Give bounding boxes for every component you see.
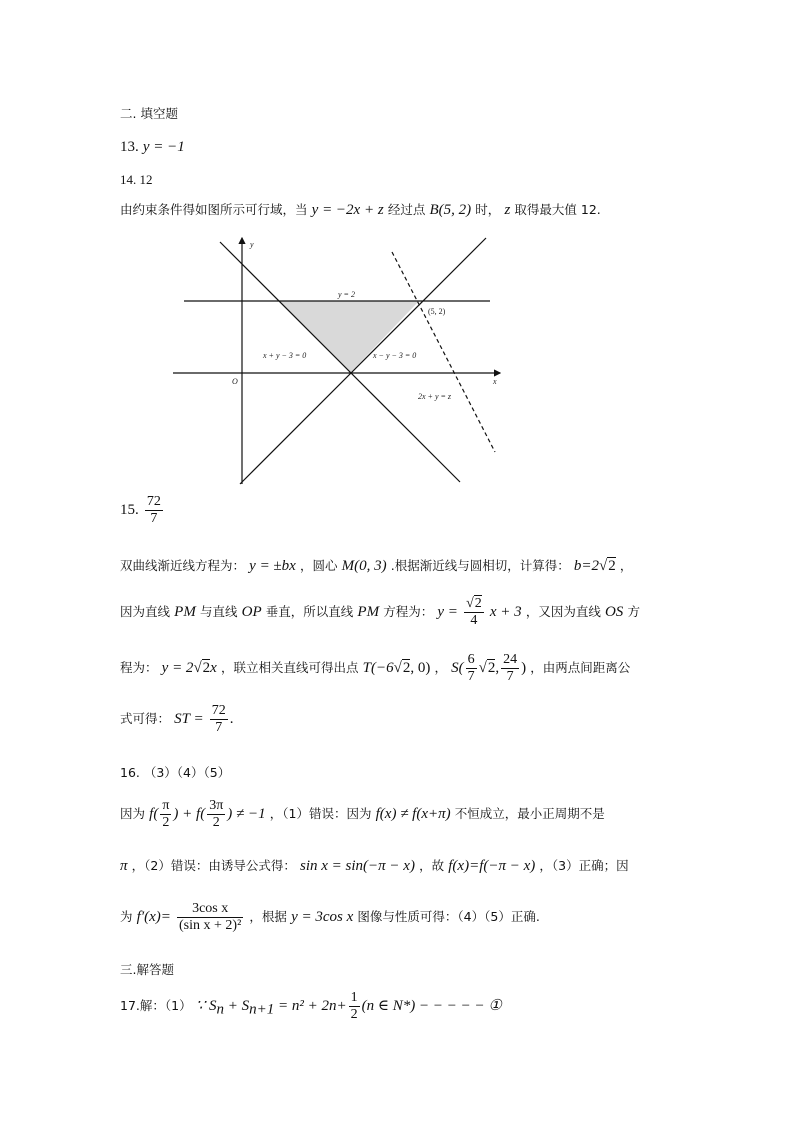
q16-l3-a: 为 (120, 909, 133, 925)
q17-fraction (349, 990, 360, 1023)
q15-l4-end: . (229, 711, 234, 728)
q15-l3-x: x (210, 660, 217, 677)
question-14-text (120, 200, 601, 219)
q16-l2-c: ，（3）正确；因 (539, 858, 629, 873)
q16-l3-fp: f′(x)= (136, 909, 171, 926)
q15-l2-op: OP (241, 604, 262, 621)
q15-ans-num: 72 (145, 494, 163, 511)
q17-den: 2 (350, 1007, 358, 1023)
q15-l4-a: 式可得： (120, 711, 171, 727)
label-y-equals-2: y = 2 (338, 290, 355, 299)
q15-l3-eq: y = 2 (161, 660, 194, 677)
question-13-label: 13. (120, 139, 139, 155)
q14-text-d: 取得最大值 12. (514, 202, 601, 217)
q15-l3-d: ，由两点间距离公 (530, 660, 631, 676)
label-point-5-2: (5, 2) (428, 307, 446, 316)
section-heading-solutions: 三.解答题 (120, 962, 174, 977)
q15-l4-den: 7 (215, 720, 223, 736)
q17-num: 1 (349, 990, 360, 1007)
label-2x-plus-y-equals-z: 2x + y = z (418, 392, 452, 401)
question-17-line (120, 990, 502, 1023)
q15-l4-num: 72 (210, 703, 228, 720)
q16-l1-ne: ) ≠ −1 (227, 806, 266, 823)
question-14-label: 14. 12 (120, 172, 153, 187)
q14-point: B(5, 2) (429, 202, 472, 218)
q15-l3-frac1 (466, 652, 477, 685)
label-x-minus-y-minus-3: x − y − 3 = 0 (373, 351, 417, 360)
q14-text-b: 经过点 (387, 202, 426, 217)
feasible-region-graph (170, 234, 510, 486)
q17-sub2: n+1 (249, 1001, 275, 1018)
q15-l3-c: ， (434, 660, 447, 676)
question-15-answer (120, 494, 165, 527)
q16-l2-eq2: f(x)=f(−π − x) (448, 858, 536, 874)
q15-l3-s-den1: 7 (467, 669, 475, 685)
q15-ans-den: 7 (150, 511, 158, 527)
q16-l1-b: ，（1）错误：因为 (269, 806, 372, 822)
q15-l2-e: ，又因为直线 (525, 604, 601, 620)
question-13-answer: y = −1 (142, 139, 185, 155)
q15-l3-s-num2: 24 (501, 652, 519, 669)
q15-answer-fraction (145, 494, 163, 527)
q15-l2-b: 与直线 (199, 604, 238, 620)
q14-text-a: 由约束条件得如图所示可行域，当 (120, 202, 308, 217)
q16-l1-n1: π (160, 798, 171, 815)
q16-l1-frac2 (207, 798, 225, 831)
q16-l2-b: ，故 (419, 858, 445, 873)
question-17-label: 17.解：（1） (120, 998, 192, 1014)
q15-l3-frac2 (501, 652, 519, 685)
q16-l3-eq: y = 3cos x (291, 909, 354, 926)
q15-line-4 (120, 703, 234, 736)
q16-l1-c: 不恒成立，最小正周期不是 (454, 806, 605, 822)
q16-l2-eq: sin x = sin(−π − x) (300, 858, 415, 874)
q16-l1-d1: 2 (162, 815, 170, 831)
q16-l3-num: 3cos x (177, 901, 243, 918)
q16-l1-n2: 3π (207, 798, 225, 815)
q17-eq-c: = n² + 2n+ (274, 998, 347, 1015)
q15-l1-a: 双曲线渐近线方程为： (120, 558, 246, 573)
q17-eq-b: + S (224, 998, 250, 1015)
q16-l1-f1: f( (149, 806, 159, 823)
q15-l2-pm: PM (174, 604, 196, 621)
q14-equation: y = −2x + z (311, 202, 384, 218)
q17-sub1: n (216, 1001, 225, 1018)
q15-l2-a: 因为直线 (120, 604, 171, 620)
q15-l2-num: 2 (474, 596, 482, 611)
label-x-plus-y-minus-3: x + y − 3 = 0 (263, 351, 307, 360)
feasible-region (280, 301, 419, 373)
q15-l4-fraction (210, 703, 228, 736)
q15-line-2 (120, 596, 640, 629)
q16-l1-d2: 2 (212, 815, 220, 831)
q16-l1-a: 因为 (120, 806, 146, 822)
q16-l3-b: ，根据 (249, 909, 287, 925)
q16-line-2 (120, 856, 629, 875)
y-axis-label: y (250, 240, 254, 249)
q15-l1-e: b=2 (573, 558, 600, 574)
q15-l1-f: ， (619, 558, 633, 573)
q15-l3-t-rad: 2 (402, 660, 411, 677)
line-x-plus-y-minus-3 (220, 242, 460, 482)
question-13 (120, 139, 185, 156)
line-x-minus-y-minus-3 (240, 238, 486, 484)
x-axis-label: x (493, 377, 497, 386)
q14-text-c: 时， (475, 202, 501, 217)
q15-l2-pm-2: PM (357, 604, 380, 621)
q15-l1-d: .根据渐近线与圆相切，计算得： (390, 558, 570, 573)
q15-l3-s-rad: 2 (487, 660, 496, 677)
q15-l3-b: ，联立相关直线可得出点 (220, 660, 359, 676)
q16-l1-frac1 (160, 798, 171, 831)
q15-l1-eq: y = ±bx (249, 558, 296, 574)
q15-l2-f: 方 (627, 604, 640, 620)
q16-l2-pi: π (120, 858, 128, 874)
q15-l2-num-wrap: √2 (464, 596, 484, 613)
question-15-label: 15. (120, 502, 139, 519)
q15-l3-t-end: , 0) (410, 660, 431, 677)
question-16-label: 16. （3）（4）（5） (120, 765, 231, 780)
q15-l2-d: 方程为： (383, 604, 434, 620)
q17-eq-d: (n ∈ N*) − − − − − ① (361, 998, 502, 1015)
q15-l2-fraction (464, 596, 484, 629)
q15-l3-s: S( (451, 660, 464, 677)
q16-l3-c: 图像与性质可得：（4）（5）正确. (357, 909, 540, 925)
q15-l4-st: ST = (174, 711, 204, 728)
q15-l3-rad: 2 (202, 660, 211, 677)
q16-l1-eq: f(x) ≠ f(x+π) (375, 806, 451, 823)
q15-l1-e-rad: 2 (608, 558, 616, 574)
q15-l3-t: T(−6 (362, 660, 394, 677)
q16-l1-plus: ) + f( (173, 806, 206, 823)
q16-line-3 (120, 901, 540, 934)
origin-label: O (232, 377, 238, 386)
q16-line-1 (120, 798, 605, 831)
section-heading-fill-blank: 二. 填空题 (120, 106, 178, 121)
q15-l1-b: ，圆心 (299, 558, 338, 573)
q15-l3-a: 程为： (120, 660, 158, 676)
q15-l2-c: 垂直，所以直线 (265, 604, 354, 620)
q15-l3-s-den2: 7 (506, 669, 514, 685)
q15-l3-s-num1: 6 (466, 652, 477, 669)
q15-l2-tail: x + 3 (489, 604, 522, 621)
q15-line-1: 双曲线渐近线方程为： y = ±bx ，圆心 M(0, 3) .根据渐近线与圆相切，计算得： b=2√2 ， (120, 558, 633, 574)
q16-l2-a: ，（2）错误：由诱导公式得： (131, 858, 296, 873)
q16-l3-den: (sin x + 2)² (179, 918, 242, 934)
q17-eq-a: ∵ S (195, 998, 217, 1015)
q15-l2-y: y = (437, 604, 458, 621)
q15-l1-c: M(0, 3) (341, 558, 387, 574)
q15-line-3: 程为： y = 2√2x ，联立相关直线可得出点 T(−6√2, 0) ， S( $\frac{6}{7}$ √2, $\frac{24}{7}$ ) ，由两点间距离公 (120, 652, 631, 685)
q16-l3-fraction (177, 901, 243, 934)
q15-l2-den: 4 (470, 613, 478, 629)
q14-var: z (504, 202, 511, 218)
q15-l2-os: OS (604, 604, 624, 621)
q15-l3-s-end: ) (521, 660, 527, 677)
